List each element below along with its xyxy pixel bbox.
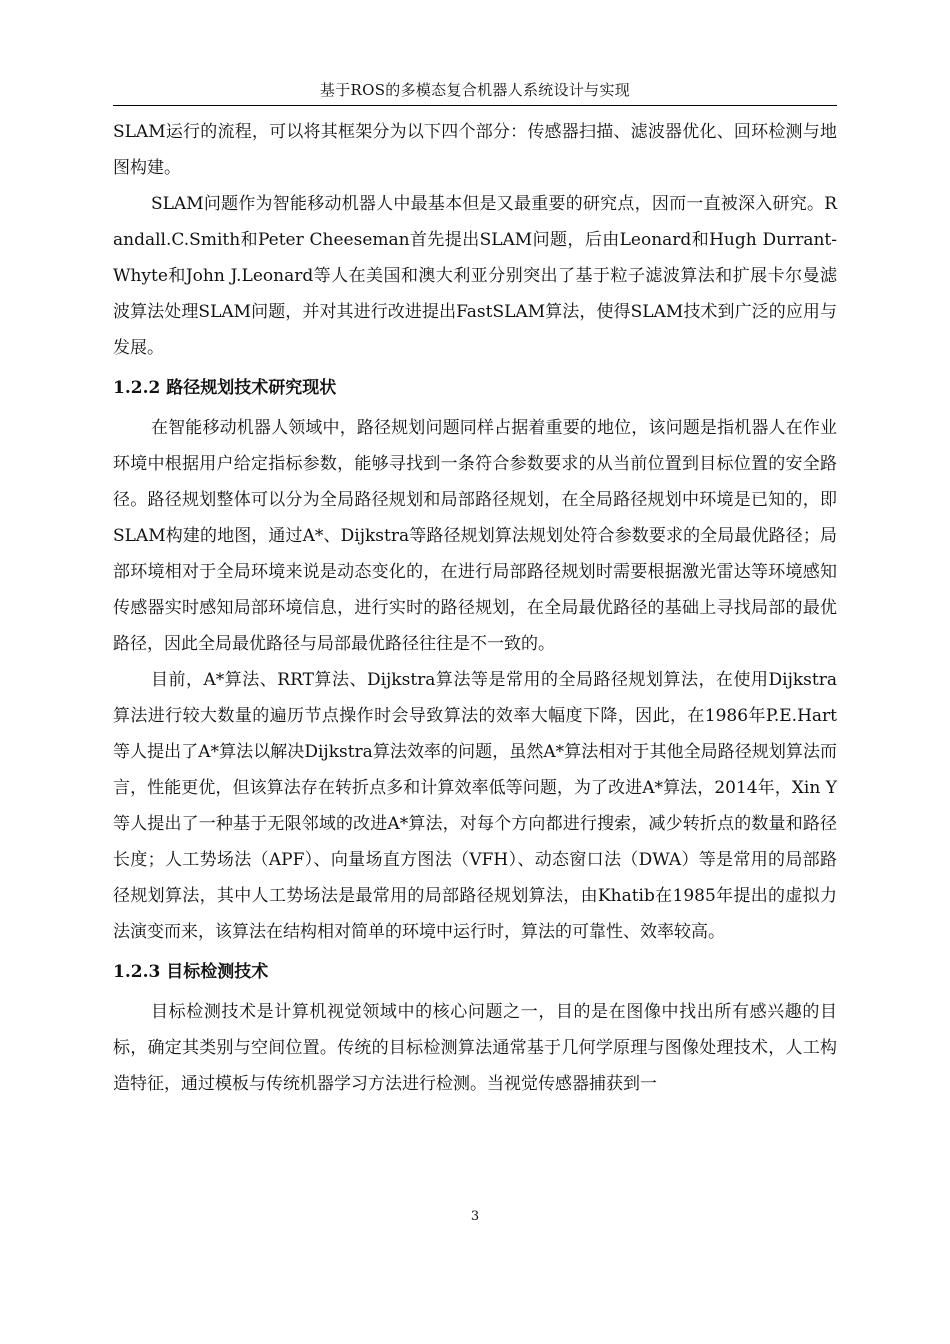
header-rule [113, 105, 837, 106]
paragraph-slam-history: SLAM问题作为智能移动机器人中最基本但是又最重要的研究点，因而一直被深入研究。Randall.C.Smith和Peter Cheeseman首先提出SLAM问题，后由Leonard和Hugh Durrant-Whyte和John J.Leonard等人在美国和澳大利亚分别突出了基于粒子滤波算法和扩展卡尔曼滤波算法处理SLAM问题，并对其进行改进提出FastSLAM算法，使得SLAM技术到广泛的应用与发展。 [113, 194, 837, 358]
paragraph-slam-flow: SLAM运行的流程，可以将其框架分为以下四个部分：传感器扫描、滤波器优化、回环检测与地图构建。 [113, 122, 837, 178]
running-header: 基于ROS的多模态复合机器人系统设计与实现 [319, 81, 631, 99]
body-text [113, 114, 837, 1102]
paragraph-path-planning-intro: 在智能移动机器人领域中，路径规划问题同样占据着重要的地位，该问题是指机器人在作业环境中根据用户给定指标参数，能够寻找到一条符合参数要求的从当前位置到目标位置的安全路径。路径规划整体可以分为全局路径规划和局部路径规划，在全局路径规划中环境是已知的，即SLAM构建的地图，通过A*、Dijkstra等路径规划算法规划处符合参数要求的全局最优路径；局部环境相对于全局环境来说是动态变化的，在进行局部路径规划时需要根据激光雷达等环境感知传感器实时感知局部环境信息，进行实时的路径规划，在全局最优路径的基础上寻找局部的最优路径，因此全局最优路径与局部最优路径往往是不一致的。 [113, 418, 837, 654]
section-heading-object-detection: 1.2.3 目标检测技术 [113, 962, 269, 982]
paragraph-path-planning-algorithms: 目前，A*算法、RRT算法、Dijkstra算法等是常用的全局路径规划算法，在使用Dijkstra算法进行较大数量的遍历节点操作时会导致算法的效率大幅度下降，因此，在1986年P.E.Hart等人提出了A*算法以解决Dijkstra算法效率的问题，虽然A*算法相对于其他全局路径规划算法而言，性能更优，但该算法存在转折点多和计算效率低等问题，为了改进A*算法，2014年，Xin Y等人提出了一种基于无限邻域的改进A*算法，对每个方向都进行搜索，减少转折点的数量和路径长度；人工势场法（APF）、向量场直方图法（VFH）、动态窗口法（DWA）等是常用的局部路径规划算法，其中人工势场法是最常用的局部路径规划算法，由Khatib在1985年提出的虚拟力法演变而来，该算法在结构相对简单的环境中运行时，算法的可靠性、效率较高。 [113, 670, 837, 942]
page-number: 3 [470, 1209, 480, 1224]
section-heading-path-planning: 1.2.2 路径规划技术研究现状 [113, 378, 337, 398]
paragraph-object-detection: 目标检测技术是计算机视觉领域中的核心问题之一，目的是在图像中找出所有感兴趣的目标，确定其类别与空间位置。传统的目标检测算法通常基于几何学原理与图像处理技术，人工构造特征，通过模板与传统机器学习方法进行检测。当视觉传感器捕获到一 [113, 1002, 837, 1094]
